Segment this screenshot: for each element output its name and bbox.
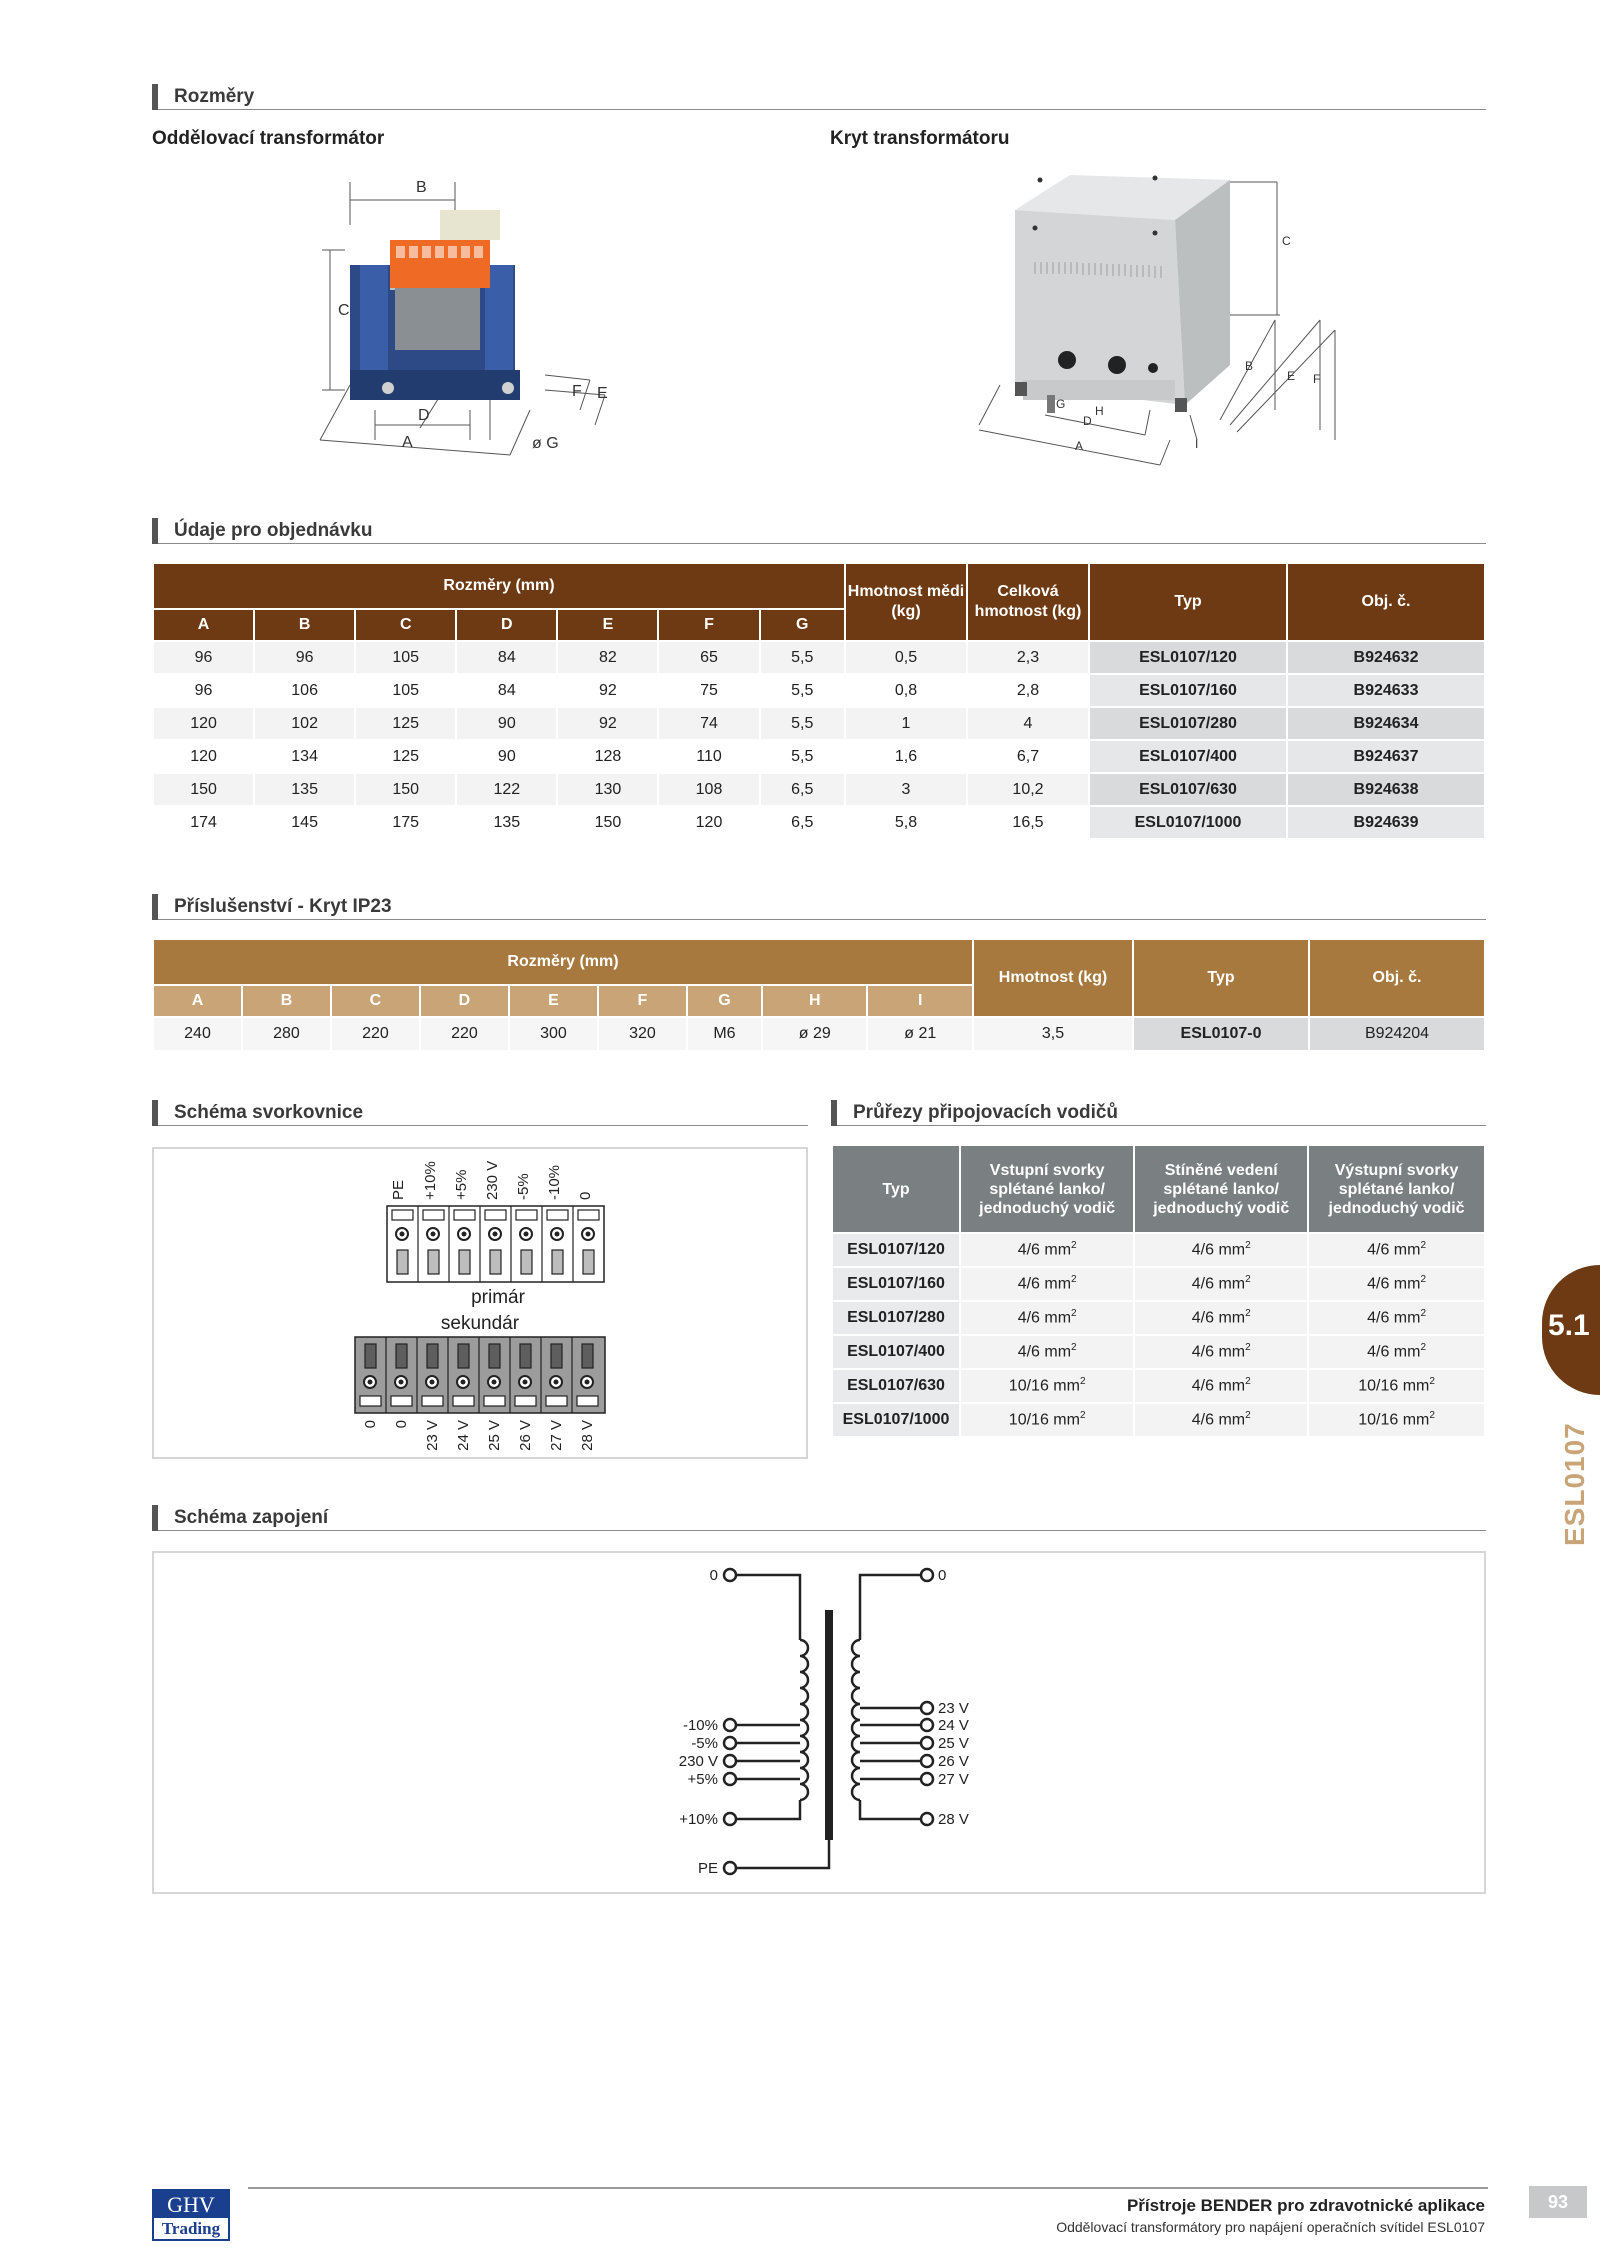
cell: 4/6 $mm^2$ <box>1308 1301 1485 1335</box>
cell: 4/6 $mm^2$ <box>1308 1233 1485 1267</box>
order-table <box>152 562 1486 840</box>
cell: 110 <box>658 740 759 773</box>
cell: 175 <box>355 806 456 839</box>
cell: 0,8 <box>845 674 967 707</box>
cell: 10/16 $mm^2$ <box>1308 1403 1485 1437</box>
table-row <box>153 740 1485 773</box>
order-col-g: G <box>760 609 845 641</box>
secondary-label: 0 <box>393 1420 410 1429</box>
cell-obj: B924633 <box>1287 674 1485 707</box>
cell: 0,5 <box>845 641 967 674</box>
primary-label: 0 <box>577 1191 594 1200</box>
secondary-label: 28 V <box>579 1420 596 1451</box>
product-side-label <box>1555 1422 1591 1546</box>
wiring-schema <box>640 1555 1000 1890</box>
cell: 3 <box>845 773 967 806</box>
table-row <box>153 641 1485 674</box>
wiring-left-label: PE <box>697 1860 718 1877</box>
wiring-right-label: 28 V <box>938 1811 969 1828</box>
secondary-label: 23 V <box>424 1420 441 1451</box>
cell-obj: B924634 <box>1287 707 1485 740</box>
footer-subtitle: Oddělovací transformátory pro napájení operačních svítidel ESL0107 <box>1056 2219 1485 2235</box>
primary-label: +5% <box>453 1169 470 1200</box>
order-col-c: C <box>355 609 456 641</box>
order-group-header: Rozměry (mm) <box>153 563 845 609</box>
heading-prurezy: Průřezy připojovacích vodičů <box>831 1100 1486 1126</box>
secondary-label: 0 <box>362 1420 379 1429</box>
cell: 4/6 $mm^2$ <box>1134 1403 1308 1437</box>
cell: 240 <box>153 1017 242 1051</box>
cover-label-e: E <box>1287 369 1296 383</box>
cell-typ: ESL0107/630 <box>1089 773 1287 806</box>
wiring-right-label: 25 V <box>938 1735 969 1752</box>
secondary-label: 27 V <box>548 1420 565 1451</box>
cell: 5,5 <box>760 641 845 674</box>
cell: 6,5 <box>760 806 845 839</box>
dim-label-c: C <box>338 302 350 319</box>
table-row <box>832 1301 1485 1335</box>
cond-header-output: Výstupní svorky splétané lanko/ jednoduchý vodič <box>1308 1145 1485 1233</box>
cell: 300 <box>509 1017 598 1051</box>
table-row <box>832 1335 1485 1369</box>
cell: 5,5 <box>760 740 845 773</box>
cover-label-i: I <box>1195 437 1199 451</box>
primary-label: 230 V <box>484 1160 501 1200</box>
cell: 4/6 $mm^2$ <box>960 1301 1134 1335</box>
cell: 1 <box>845 707 967 740</box>
cell: 122 <box>456 773 557 806</box>
primary-label: PE <box>390 1179 407 1200</box>
wiring-left-label: 230 V <box>678 1753 718 1770</box>
acc-col-b: B <box>242 985 331 1017</box>
cell: 4/6 $mm^2$ <box>960 1335 1134 1369</box>
cell: 10/16 $mm^2$ <box>960 1369 1134 1403</box>
wiring-right-label: 0 <box>938 1567 947 1584</box>
cover-label-b: B <box>1245 359 1254 373</box>
dim-label-e: E <box>597 385 608 402</box>
order-col-a: A <box>153 609 254 641</box>
cell: 1,6 <box>845 740 967 773</box>
acc-col-h: H <box>762 985 867 1017</box>
cell-typ: ESL0107/120 <box>832 1233 960 1267</box>
table-row <box>832 1267 1485 1301</box>
order-header-mass-copper: Hmotnost mědi (kg) <box>845 563 967 641</box>
cell: 125 <box>355 740 456 773</box>
cell: 92 <box>557 707 658 740</box>
heading-rozmery: Rozměry <box>152 84 1486 110</box>
acc-col-i: I <box>867 985 973 1017</box>
wiring-right-label: 24 V <box>938 1717 969 1734</box>
cell-obj: B924637 <box>1287 740 1485 773</box>
table-row <box>832 1369 1485 1403</box>
cell: 320 <box>598 1017 687 1051</box>
table-row <box>153 806 1485 839</box>
order-header-obj: Obj. č. <box>1287 563 1485 641</box>
ghv-logo <box>152 2189 230 2241</box>
cover-label-a: A <box>1075 439 1084 453</box>
cell: 3,5 <box>973 1017 1133 1051</box>
order-col-b: B <box>254 609 355 641</box>
cell: 4/6 $mm^2$ <box>1134 1233 1308 1267</box>
cond-header-typ: Typ <box>832 1145 960 1233</box>
cell: 4/6 $mm^2$ <box>960 1267 1134 1301</box>
subhead-cover: Kryt transformátoru <box>830 128 1010 149</box>
cell: 84 <box>456 641 557 674</box>
cell: 120 <box>153 740 254 773</box>
cell: 2,8 <box>967 674 1089 707</box>
primary-label: +10% <box>422 1161 439 1200</box>
cover-label-c: C <box>1282 234 1291 248</box>
chapter-tab <box>1542 1265 1600 1395</box>
cell: 150 <box>557 806 658 839</box>
cell: 108 <box>658 773 759 806</box>
order-header-mass-total: Celková hmotnost (kg) <box>967 563 1089 641</box>
logo-top: GHV <box>154 2191 228 2218</box>
logo-bottom: Trading <box>161 2219 221 2238</box>
cell: 4 <box>967 707 1089 740</box>
cell: 96 <box>153 641 254 674</box>
secondary-caption: sekundár <box>440 1313 520 1334</box>
cell: 4/6 $mm^2$ <box>1134 1301 1308 1335</box>
table-row <box>153 707 1485 740</box>
cell: 2,3 <box>967 641 1089 674</box>
cell: 16,5 <box>967 806 1089 839</box>
cell: 4/6 $mm^2$ <box>960 1233 1134 1267</box>
cover-label-f: F <box>1313 372 1321 386</box>
cell: 96 <box>254 641 355 674</box>
primary-caption: primár <box>471 1287 525 1308</box>
dim-label-f: F <box>572 383 582 400</box>
cell: 6,7 <box>967 740 1089 773</box>
table-row <box>832 1233 1485 1267</box>
cell: ø 21 <box>867 1017 973 1051</box>
acc-col-d: D <box>420 985 509 1017</box>
acc-col-c: C <box>331 985 420 1017</box>
dim-label-g: ø G <box>532 435 559 452</box>
cell-typ: ESL0107/280 <box>832 1301 960 1335</box>
dim-label-b: B <box>416 179 427 196</box>
cell-typ: ESL0107/160 <box>1089 674 1287 707</box>
chapter-number: 5.1 <box>1548 1309 1590 1342</box>
cell-typ: ESL0107/1000 <box>832 1403 960 1437</box>
cell: 120 <box>658 806 759 839</box>
table-row <box>832 1403 1485 1437</box>
acc-col-f: F <box>598 985 687 1017</box>
acc-col-e: E <box>509 985 598 1017</box>
acc-col-a: A <box>153 985 242 1017</box>
order-header-typ: Typ <box>1089 563 1287 641</box>
cell-typ: ESL0107/1000 <box>1089 806 1287 839</box>
cell: 65 <box>658 641 759 674</box>
secondary-label: 24 V <box>455 1420 472 1451</box>
product-name: ESL0107 <box>1559 1422 1590 1546</box>
dim-label-a: A <box>402 434 413 451</box>
cell-obj: B924639 <box>1287 806 1485 839</box>
cell: 5,5 <box>760 674 845 707</box>
cover-label-h: H <box>1095 404 1104 418</box>
wiring-right-label: 27 V <box>938 1771 969 1788</box>
wiring-left-label: +5% <box>687 1771 718 1788</box>
acc-header-typ: Typ <box>1133 939 1309 1017</box>
cell: 128 <box>557 740 658 773</box>
wiring-right-label: 23 V <box>938 1700 969 1717</box>
acc-col-g: G <box>687 985 762 1017</box>
cover-illustration <box>975 170 1345 470</box>
cell: 106 <box>254 674 355 707</box>
cover-label-g: G <box>1056 397 1066 411</box>
cell: 135 <box>456 806 557 839</box>
cell: 134 <box>254 740 355 773</box>
cell: 135 <box>254 773 355 806</box>
cell: 4/6 $mm^2$ <box>1308 1267 1485 1301</box>
acc-header-obj: Obj. č. <box>1309 939 1485 1017</box>
footer-divider <box>248 2187 1488 2189</box>
cell: 10/16 $mm^2$ <box>960 1403 1134 1437</box>
heading-zapojeni: Schéma zapojení <box>152 1505 1486 1531</box>
cell-typ: ESL0107/630 <box>832 1369 960 1403</box>
transformer-illustration <box>320 170 620 460</box>
cell: 4/6 $mm^2$ <box>1134 1335 1308 1369</box>
cell: 220 <box>331 1017 420 1051</box>
conductor-table <box>831 1144 1486 1438</box>
cell-obj: B924204 <box>1309 1017 1485 1051</box>
cell: 130 <box>557 773 658 806</box>
table-row <box>153 1017 1485 1051</box>
cell: 5,5 <box>760 707 845 740</box>
cell: 4/6 $mm^2$ <box>1134 1267 1308 1301</box>
cell: 105 <box>355 674 456 707</box>
primary-label: -5% <box>515 1173 532 1200</box>
terminal-schema <box>362 1152 620 1452</box>
cell: 125 <box>355 707 456 740</box>
wiring-left-label: -10% <box>682 1717 718 1734</box>
cell: 5,8 <box>845 806 967 839</box>
accessory-table <box>152 938 1486 1052</box>
order-col-d: D <box>456 609 557 641</box>
order-col-e: E <box>557 609 658 641</box>
cell: ø 29 <box>762 1017 867 1051</box>
order-col-f: F <box>658 609 759 641</box>
cover-label-d: D <box>1083 414 1092 428</box>
cell: 82 <box>557 641 658 674</box>
cell-typ: ESL0107/120 <box>1089 641 1287 674</box>
wiring-left-label: -5% <box>691 1735 718 1752</box>
cell: 102 <box>254 707 355 740</box>
acc-header-mass: Hmotnost (kg) <box>973 939 1133 1017</box>
heading-prislusenstvi: Příslušenství - Kryt IP23 <box>152 894 1486 920</box>
table-row <box>153 674 1485 707</box>
cell: 120 <box>153 707 254 740</box>
cell: 150 <box>153 773 254 806</box>
cell: 10,2 <box>967 773 1089 806</box>
heading-svorkovnice: Schéma svorkovnice <box>152 1100 808 1126</box>
cell: 4/6 $mm^2$ <box>1134 1369 1308 1403</box>
cell: 150 <box>355 773 456 806</box>
table-row <box>153 773 1485 806</box>
footer-title: Přístroje BENDER pro zdravotnické aplikace <box>1126 2196 1485 2215</box>
cell: 220 <box>420 1017 509 1051</box>
cell: 75 <box>658 674 759 707</box>
cell: 74 <box>658 707 759 740</box>
cell: 4/6 $mm^2$ <box>1308 1335 1485 1369</box>
subhead-transformer: Oddělovací transformátor <box>152 128 385 149</box>
cond-header-shielded: Stíněné vedení splétané lanko/ jednoduchý vodič <box>1134 1145 1308 1233</box>
page-number: 93 <box>1529 2186 1587 2218</box>
cell: 84 <box>456 674 557 707</box>
cell: 280 <box>242 1017 331 1051</box>
cell-typ: ESL0107/280 <box>1089 707 1287 740</box>
secondary-label: 25 V <box>486 1420 503 1451</box>
cell: 6,5 <box>760 773 845 806</box>
heading-udaje: Údaje pro objednávku <box>152 518 1486 544</box>
cell: 90 <box>456 707 557 740</box>
wiring-left-label: +10% <box>679 1811 718 1828</box>
cell: 96 <box>153 674 254 707</box>
cell: 92 <box>557 674 658 707</box>
cell: 10/16 $mm^2$ <box>1308 1369 1485 1403</box>
cell-obj: B924638 <box>1287 773 1485 806</box>
cell: 174 <box>153 806 254 839</box>
cell: 145 <box>254 806 355 839</box>
cell: 90 <box>456 740 557 773</box>
dim-label-d: D <box>418 407 430 424</box>
secondary-label: 26 V <box>517 1420 534 1451</box>
cell: 105 <box>355 641 456 674</box>
cell-obj: B924632 <box>1287 641 1485 674</box>
cell-typ: ESL0107/400 <box>832 1335 960 1369</box>
cond-header-input: Vstupní svorky splétané lanko/ jednoduchý vodič <box>960 1145 1134 1233</box>
wiring-left-label: 0 <box>709 1567 718 1584</box>
cell: M6 <box>687 1017 762 1051</box>
primary-label: -10% <box>546 1164 563 1200</box>
cell-typ: ESL0107/400 <box>1089 740 1287 773</box>
cell-typ: ESL0107/160 <box>832 1267 960 1301</box>
acc-group-header: Rozměry (mm) <box>153 939 973 985</box>
wiring-right-label: 26 V <box>938 1753 969 1770</box>
cell-typ: ESL0107-0 <box>1133 1017 1309 1051</box>
